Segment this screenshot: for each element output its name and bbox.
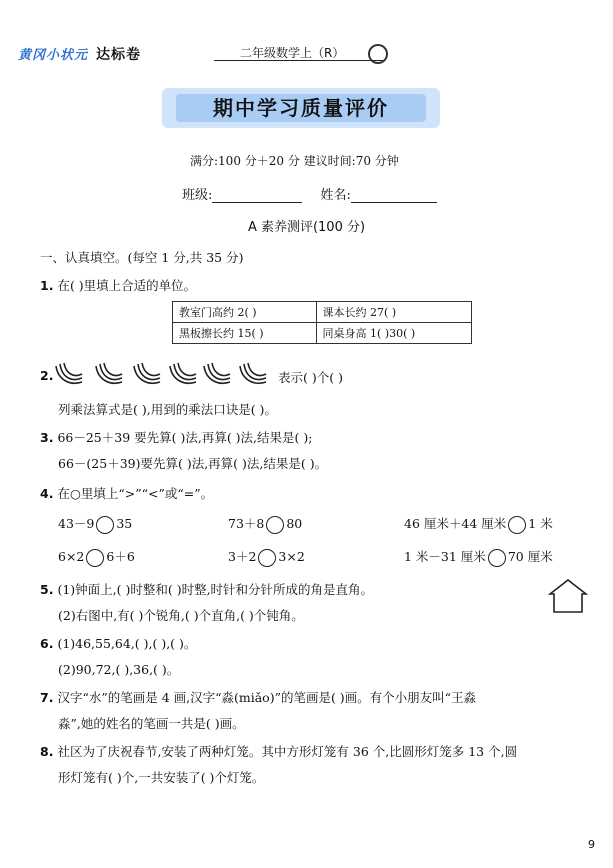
q3-number: 3. xyxy=(40,430,54,445)
banana-icon xyxy=(236,360,270,388)
q5-line1: (1)钟面上,( )时整和( )时整,时针和分针所成的角是直角。 xyxy=(57,582,374,597)
q1 xyxy=(40,276,196,294)
class-name-row xyxy=(182,184,437,203)
q4-row xyxy=(40,484,213,502)
q7-number: 7. xyxy=(40,690,54,705)
q8-line2: 形灯笼有( )个,一共安装了( )个灯笼。 xyxy=(58,770,265,785)
class-label: 班级: xyxy=(182,188,213,203)
page-title: 期中学习质量评价 xyxy=(213,96,389,120)
q8-number: 8. xyxy=(40,744,54,759)
q6-line1-row xyxy=(40,634,196,652)
table-cell[interactable]: 黑板擦长约 15( ) xyxy=(173,323,317,344)
class-field[interactable] xyxy=(212,202,302,203)
brand-name: 黄冈小状元 xyxy=(18,48,89,63)
q8-line1: 社区为了庆祝春节,安装了两种灯笼。其中方形灯笼有 36 个,比圆形灯笼多 13 个,圆 xyxy=(57,744,518,759)
q3-line1: 66－25＋39 要先算( )法,再算( )法,结果是( ); xyxy=(57,430,313,445)
brand-tail: 达标卷 xyxy=(96,47,142,63)
brand-logo xyxy=(18,44,141,64)
banana-icon xyxy=(52,360,86,388)
compare-circle[interactable] xyxy=(488,549,506,567)
compare-circle[interactable] xyxy=(508,516,526,534)
compare-right: 80 xyxy=(286,516,303,531)
section-heading: A 素养测评(100 分) xyxy=(247,220,366,235)
compare-circle[interactable] xyxy=(86,549,104,567)
q5-line1-row xyxy=(40,580,373,598)
q2-line2: 列乘法算式是( ),用到的乘法口诀是( )。 xyxy=(58,402,277,417)
compare-left: 43－9 xyxy=(58,516,95,531)
swirl-icon xyxy=(368,44,388,64)
compare-item xyxy=(58,514,132,534)
name-label: 姓名: xyxy=(320,188,351,203)
compare-circle[interactable] xyxy=(266,516,284,534)
compare-right: 3×2 xyxy=(278,549,305,564)
compare-item xyxy=(404,547,553,567)
q6-line2: (2)90,72,( ),36,( )。 xyxy=(58,662,180,677)
q3-line2: 66－(25＋39)要先算( )法,再算( )法,结果是( )。 xyxy=(58,456,328,471)
score-line: 满分:100 分＋20 分 建议时间:70 分钟 xyxy=(190,154,399,168)
compare-right: 6＋6 xyxy=(106,549,135,564)
banana-icon xyxy=(166,360,200,388)
q2-num: 2. xyxy=(40,368,54,383)
compare-item xyxy=(58,547,135,567)
q7-line1-row xyxy=(40,688,476,706)
q8-line1-row xyxy=(40,742,517,760)
q5-number: 5. xyxy=(40,582,54,597)
name-field[interactable] xyxy=(351,202,437,203)
house-shape-icon xyxy=(548,578,588,614)
compare-left: 46 厘米＋44 厘米 xyxy=(404,516,507,531)
table-row xyxy=(173,302,472,323)
compare-circle[interactable] xyxy=(258,549,276,567)
compare-left: 1 米－31 厘米 xyxy=(404,549,486,564)
table-cell[interactable]: 同桌身高 1( )30( ) xyxy=(316,323,471,344)
header-rule xyxy=(214,60,384,61)
compare-right: 70 厘米 xyxy=(507,549,553,564)
q7-line2: 淼”,她的姓名的笔画一共是( )画。 xyxy=(58,716,245,731)
banana-icon xyxy=(200,360,234,388)
banana-icon xyxy=(92,360,126,388)
page-number: 9 xyxy=(588,838,595,851)
compare-left: 3＋2 xyxy=(228,549,257,564)
q1-number: 1. xyxy=(40,278,54,293)
q4-text: 在○里填上“>”“<”或“=”。 xyxy=(57,486,214,501)
q5-line2: (2)右图中,有( )个锐角,( )个直角,( )个钝角。 xyxy=(58,608,304,623)
grade-label: 二年级数学上（R） xyxy=(240,46,345,60)
compare-item xyxy=(404,514,553,534)
q6-number: 6. xyxy=(40,636,54,651)
q1-text: 在( )里填上合适的单位。 xyxy=(57,278,197,293)
unit-table xyxy=(172,301,472,344)
table-cell[interactable]: 教室门高约 2( ) xyxy=(173,302,317,323)
part1-heading: 一、认真填空。(每空 1 分,共 35 分) xyxy=(40,250,244,265)
q2-text: 表示( )个( ) xyxy=(278,370,343,385)
compare-right: 1 米 xyxy=(528,516,553,531)
compare-item xyxy=(228,547,305,567)
banana-icon xyxy=(130,360,164,388)
compare-circle[interactable] xyxy=(96,516,114,534)
table-cell[interactable]: 课本长约 27( ) xyxy=(316,302,471,323)
q7-line1: 汉字“水”的笔画是 4 画,汉字“淼(miǎo)”的笔画是( )画。有个小朋友叫“王淼 xyxy=(57,690,477,705)
compare-right: 35 xyxy=(116,516,133,531)
compare-item xyxy=(228,514,302,534)
compare-left: 73＋8 xyxy=(228,516,265,531)
q4-number: 4. xyxy=(40,486,54,501)
compare-left: 6×2 xyxy=(58,549,85,564)
q3-line1-row xyxy=(40,428,312,446)
table-row xyxy=(173,323,472,344)
q6-line1: (1)46,55,64,( ),( ),( )。 xyxy=(57,636,197,651)
